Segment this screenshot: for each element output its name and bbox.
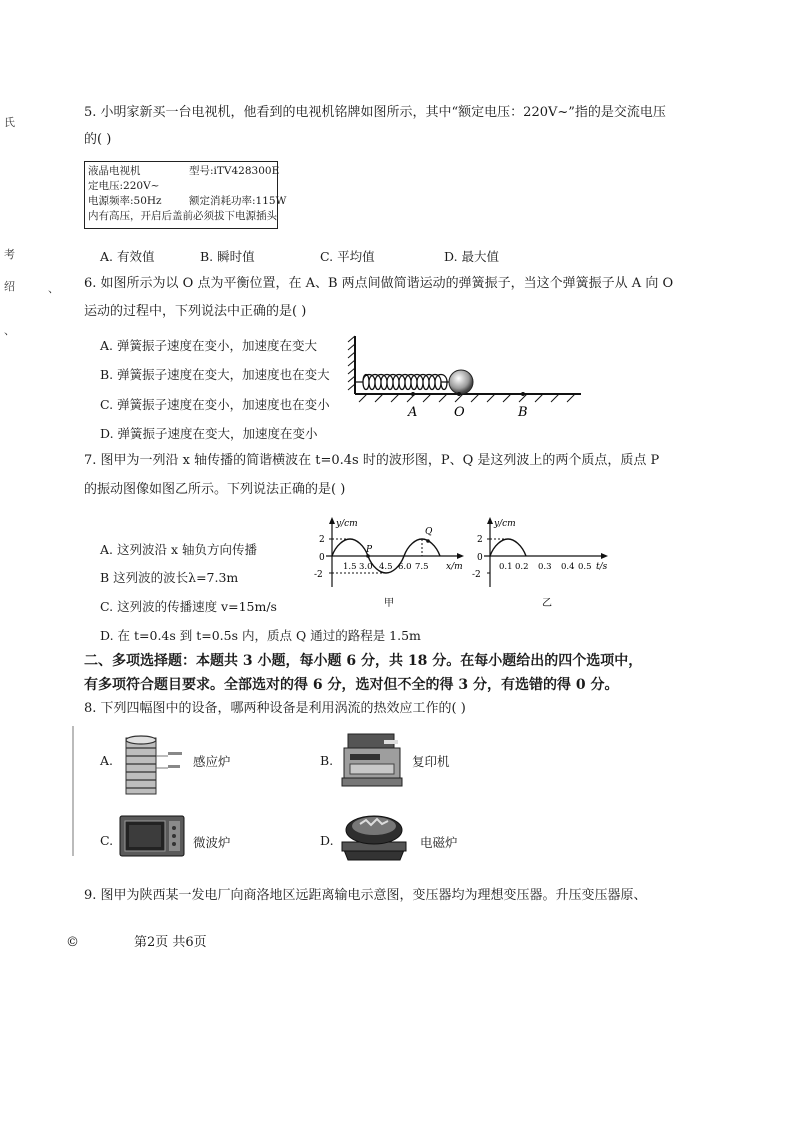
yi-ytick: 0	[477, 553, 483, 563]
tv-nameplate	[84, 161, 287, 229]
jia-ytick: 2	[319, 535, 325, 545]
plate-power: 额定消耗功率:115W	[189, 195, 287, 207]
yi-xtick: 0.5	[578, 562, 592, 572]
yi-xlabel: t/s	[596, 562, 608, 572]
q5-option-b: B. 瞬时值	[200, 249, 255, 264]
label-a: A	[408, 405, 418, 420]
copier-icon	[340, 730, 406, 790]
jia-ytick: -2	[314, 570, 323, 580]
yi-ytick: -2	[472, 570, 481, 580]
jia-ylabel: y/cm	[336, 519, 358, 529]
q5-option-a: A. 有效值	[100, 249, 155, 264]
yi-ytick: 2	[477, 535, 483, 545]
plate-model-name: 液晶电视机	[88, 165, 141, 177]
oscillator-ball	[449, 370, 473, 394]
margin-mark: 考	[4, 248, 15, 261]
q8-stem: 8. 下列四幅图中的设备，哪两种设备是利用涡流的热效应工作的( )	[84, 701, 466, 716]
q7-option-a: A. 这列波沿 x 轴负方向传播	[100, 542, 257, 557]
q6-option-c: C. 弹簧振子速度在变小，加速度也在变小	[100, 397, 330, 412]
page-number: 第2页 共6页	[134, 935, 207, 950]
q8-option-b-letter: B.	[320, 753, 334, 768]
induction-cooker-icon	[338, 806, 410, 864]
induction-furnace-icon	[120, 732, 184, 798]
q8-option-c-label: 微波炉	[193, 835, 231, 850]
yi-xtick: 0.2	[515, 562, 529, 572]
q5-option-d: D. 最大值	[444, 249, 500, 264]
jia-xtick: 3.0	[359, 562, 373, 572]
yi-xtick: 0.3	[538, 562, 552, 572]
spring-oscillator-figure	[345, 330, 585, 422]
q7-stem-line1: 7. 图甲为一列沿 x 轴传播的简谐横波在 t=0.4s 时的波形图，P、Q 是这列波上的两个质点，质点 P	[84, 453, 660, 468]
plate-warning: 内有高压，开启后盖前必须拔下电源插头	[88, 210, 277, 222]
label-o: O	[454, 405, 465, 420]
yi-ylabel: y/cm	[494, 519, 516, 529]
q9-stem-line1: 9. 图甲为陕西某一发电厂向商洛地区远距离输电示意图，变压器均为理想变压器。升压变压器原、	[84, 888, 647, 903]
q8-option-d-label: 电磁炉	[420, 835, 458, 850]
jia-xlabel: x/m	[446, 562, 463, 572]
q6-stem-line2: 运动的过程中，下列说法中正确的是( )	[84, 304, 307, 319]
q8-option-d-letter: D.	[320, 833, 334, 848]
jia-caption: 甲	[384, 598, 394, 609]
q5-stem-line1: 5. 小明家新买一台电视机，他看到的电视机铭牌如图所示，其中“额定电压：220V~”指的是交流电压	[84, 105, 666, 120]
margin-mark: 、	[4, 324, 15, 337]
jia-xtick: 7.5	[415, 562, 429, 572]
yi-caption: 乙	[542, 598, 552, 609]
yi-xtick: 0.4	[561, 562, 575, 572]
q8-option-a-label: 感应炉	[193, 754, 231, 769]
vibration-curve	[490, 539, 526, 556]
q5-stem-line2: 的( )	[84, 132, 112, 147]
point-p-label: P	[366, 545, 373, 555]
q8-option-c-letter: C.	[100, 833, 114, 848]
label-b: B	[518, 405, 528, 420]
plate-model-number: 型号:iTV428300E	[189, 165, 280, 177]
yi-xtick: 0.1	[499, 562, 513, 572]
section2-heading-line1: 二、多项选择题：本题共 3 小题，每小题 6 分，共 18 分。在每小题给出的四个选项中，	[84, 653, 643, 669]
jia-xtick: 4.5	[379, 562, 393, 572]
plate-frequency: 电源频率:50Hz	[88, 195, 162, 207]
q7-option-d: D. 在 t=0.4s 到 t=0.5s 内，质点 Q 通过的路程是 1.5m	[100, 628, 421, 643]
wave-graph-jia	[312, 515, 472, 615]
footer-mark-icon: ©	[66, 935, 79, 950]
q6-option-a: A. 弹簧振子速度在变小，加速度在变大	[100, 338, 317, 353]
q7-stem-line2: 的振动图像如图乙所示。下列说法正确的是( )	[84, 482, 346, 497]
microwave-icon	[118, 812, 186, 860]
spring-coil	[355, 375, 449, 390]
q7-option-b: B 这列波的波长λ=7.3m	[100, 570, 239, 585]
jia-xtick: 6.0	[398, 562, 412, 572]
q8-option-a-letter: A.	[100, 753, 114, 768]
vibration-graph-yi	[470, 515, 620, 615]
margin-mark: 、	[48, 282, 59, 295]
q7-option-c: C. 这列波的传播速度 v=15m/s	[100, 599, 277, 614]
q6-option-b: B. 弹簧振子速度在变大，加速度也在变大	[100, 367, 330, 382]
q6-option-d: D. 弹簧振子速度在变大，加速度在变小	[100, 426, 318, 441]
margin-mark: 氏	[4, 116, 15, 129]
plate-voltage: 定电压:220V~	[88, 180, 160, 192]
q5-option-c: C. 平均值	[320, 249, 375, 264]
section2-heading-line2: 有多项符合题目要求。全部选对的得 6 分，选对但不全的得 3 分，有选错的得 0 分。	[84, 677, 619, 693]
jia-ytick: 0	[319, 553, 325, 563]
q8-option-b-label: 复印机	[412, 754, 450, 769]
q6-stem-line1: 6. 如图所示为以 O 点为平衡位置，在 A、B 两点间做简谐运动的弹簧振子，当这个弹簧振子从 A 向 O	[84, 276, 674, 291]
point-q-label: Q	[425, 527, 433, 537]
jia-xtick: 1.5	[343, 562, 357, 572]
margin-mark: 绍	[4, 280, 15, 293]
scan-edge-line	[72, 726, 74, 856]
